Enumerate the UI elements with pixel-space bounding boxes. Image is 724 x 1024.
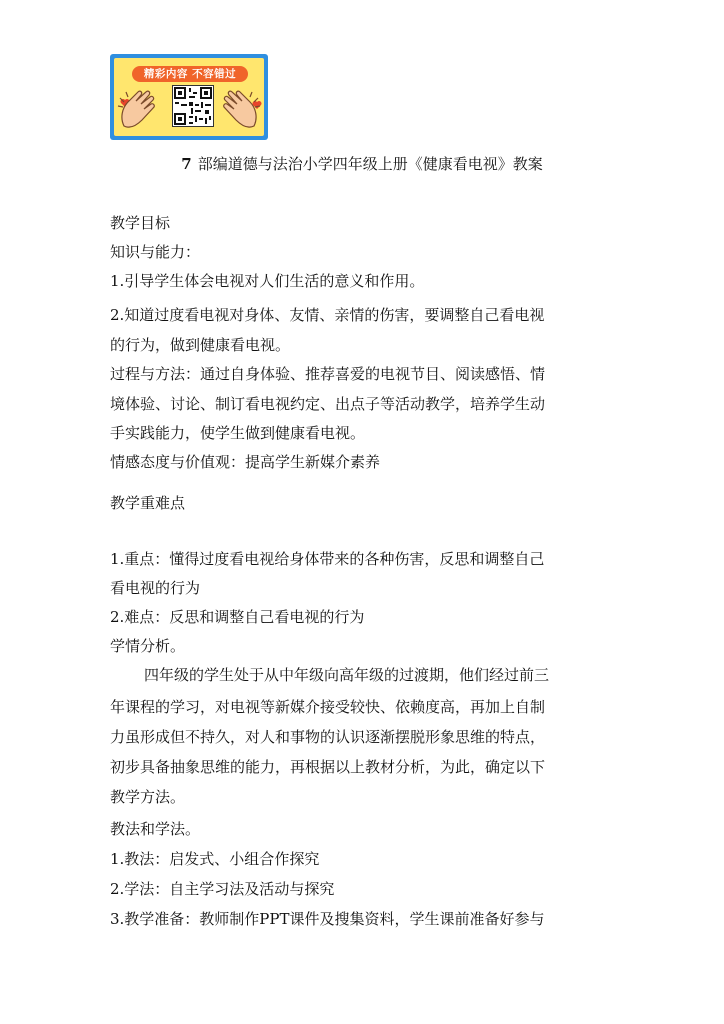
body-line: 过程与方法：通过自身体验、推荐喜爱的电视节目、阅读感悟、情 [110, 365, 546, 383]
paragraph-line: 年课程的学习，对电视等新媒介接受较快、依赖度高，再加上自制 [110, 698, 546, 716]
title-number: 7 [181, 155, 192, 173]
body-line: 1.教法：启发式、小组合作探究 [110, 850, 320, 868]
paragraph-line: 初步具备抽象思维的能力，再根据以上教材分析，为此，确定以下 [110, 758, 546, 776]
subheading: 教法和学法。 [110, 820, 201, 838]
clapping-hand-icon [216, 86, 262, 132]
paragraph-line: 力虽形成但不持久，对人和事物的认识逐渐摆脱形象思维的特点， [110, 728, 546, 746]
body-line: 2.难点：反思和调整自己看电视的行为 [110, 608, 365, 626]
body-line: 2.知道过度看电视对身体、友情、亲情的伤害，要调整自己看电视 [110, 306, 545, 324]
qr-code[interactable] [172, 85, 214, 127]
body-line: 3.教学准备：教师制作PPT课件及搜集资料，学生课前准备好参与 [110, 910, 545, 928]
body-line: 情感态度与价值观：提高学生新媒介素养 [110, 453, 381, 471]
body-line: 1.引导学生体会电视对人们生活的意义和作用。 [110, 272, 425, 290]
document-title [0, 153, 724, 175]
body-line: 的行为，做到健康看电视。 [110, 336, 291, 354]
body-line: 境体验、讨论、制订看电视约定、出点子等活动教学，培养学生动 [110, 395, 546, 413]
banner-label: 精彩内容 不容错过 [132, 66, 248, 82]
body-line: 看电视的行为 [110, 579, 201, 597]
section-heading: 教学重难点 [110, 494, 186, 512]
subheading: 知识与能力： [110, 243, 201, 261]
clapping-hand-icon [116, 86, 162, 132]
body-line: 2.学法：自主学习法及活动与探究 [110, 880, 335, 898]
body-line: 1.重点：懂得过度看电视给身体带来的各种伤害，反思和调整自己 [110, 550, 545, 568]
paragraph-line: 教学方法。 [110, 788, 186, 806]
qr-code-icon [173, 86, 213, 126]
section-heading: 教学目标 [110, 214, 171, 232]
banner-background [114, 58, 264, 136]
body-line: 手实践能力，使学生做到健康看电视。 [110, 424, 366, 442]
title-text: 部编道德与法治小学四年级上册《健康看电视》教案 [197, 155, 543, 173]
paragraph-line: 四年级的学生处于从中年级向高年级的过渡期，他们经过前三 [144, 666, 550, 684]
promo-banner[interactable] [110, 54, 268, 140]
subheading: 学情分析。 [110, 637, 186, 655]
